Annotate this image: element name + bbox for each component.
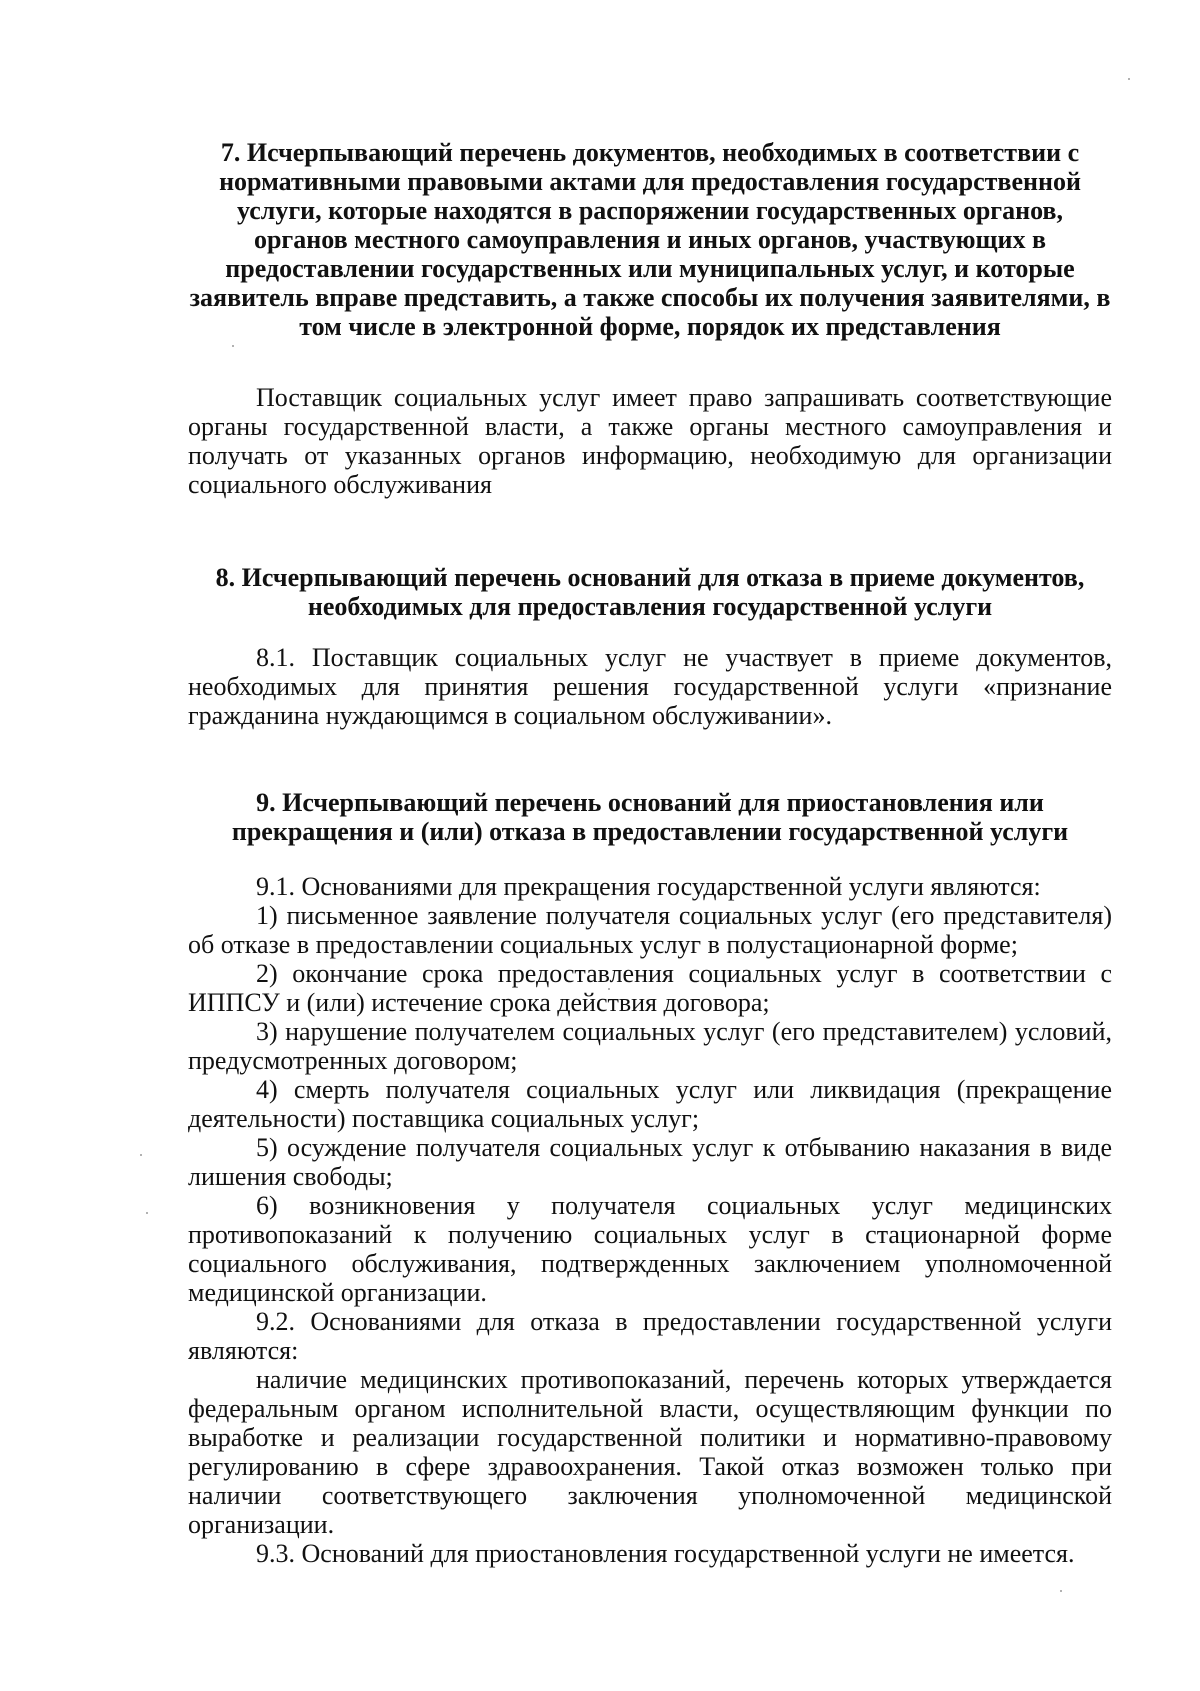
section-7-heading: 7. Исчерпывающий перечень документов, необходимых в соответствии с нормативными правовыми актами для предоставления государственной услуги, которые находятся в распоряжении государственных органов, органов местного самоуправления и иных органов, участвующих в предоставлении государственных или муниципальных услуг, и которые заявитель вправе представить, а также способы их получения заявителями, в том числе в электронной форме, порядок их представления [189, 138, 1111, 341]
list-item-9-1-5: 5) осуждение получателя социальных услуг к отбыванию наказания в виде лишения свободы; [188, 1133, 1112, 1191]
paragraph-9-3: 9.3. Оснований для приостановления государственной услуги не имеется. [256, 1539, 1075, 1568]
paragraph-8-1: 8.1. Поставщик социальных услуг не участвует в приеме документов, необходимых для принятия решения государственной услуги «признание гражданина нуждающимся в социальном обслуживании». [188, 643, 1112, 730]
paragraph-9-2-text: наличие медицинских противопоказаний, перечень которых утверждается федеральным органом исполнительной власти, осуществляющим функции по выработке и реализации государственной политики и нормативно-правовому регулированию в сфере здравоохранения. Такой отказ возможен только при наличии соответствующего заключения уполномоченной медицинской организации. [188, 1365, 1112, 1539]
document-body [188, 138, 1112, 1568]
scan-speck [146, 1212, 148, 1214]
scan-speck [1128, 78, 1130, 80]
scan-speck [140, 1154, 142, 1156]
section-7-paragraph: Поставщик социальных услуг имеет право запрашивать соответствующие органы государственной власти, а также органы местного самоуправления и получать от указанных органов информацию, необходимую для организации социального обслуживания [188, 383, 1112, 499]
list-item-9-1-4: 4) смерть получателя социальных услуг или ликвидация (прекращение деятельности) поставщика социальных услуг; [188, 1075, 1112, 1133]
paragraph-9-1: 9.1. Основаниями для прекращения государственной услуги являются: [256, 872, 1041, 901]
list-item-9-1-3: 3) нарушение получателем социальных услуг (его представителем) условий, предусмотренных договором; [188, 1017, 1112, 1075]
list-item-9-1-1: 1) письменное заявление получателя социальных услуг (его представителя) об отказе в предоставлении социальных услуг в полустационарной форме; [188, 901, 1112, 959]
scan-speck [1060, 1590, 1062, 1592]
list-item-9-1-2: 2) окончание срока предоставления социальных услуг в соответствии с ИППСУ и (или) истечение срока действия договора; [188, 959, 1112, 1017]
section-9-heading: 9. Исчерпывающий перечень оснований для приостановления или прекращения и (или) отказа в предоставлении государственной услуги [231, 788, 1069, 846]
section-8-heading: 8. Исчерпывающий перечень оснований для отказа в приеме документов, необходимых для предоставления государственной услуги [215, 563, 1085, 621]
list-item-9-1-6: 6) возникновения у получателя социальных услуг медицинских противопоказаний к получению социальных услуг в стационарной форме социального обслуживания, подтвержденных заключением уполномоченной медицинской организации. [188, 1191, 1112, 1307]
paragraph-9-2: 9.2. Основаниями для отказа в предоставлении государственной услуги являются: [188, 1307, 1112, 1365]
